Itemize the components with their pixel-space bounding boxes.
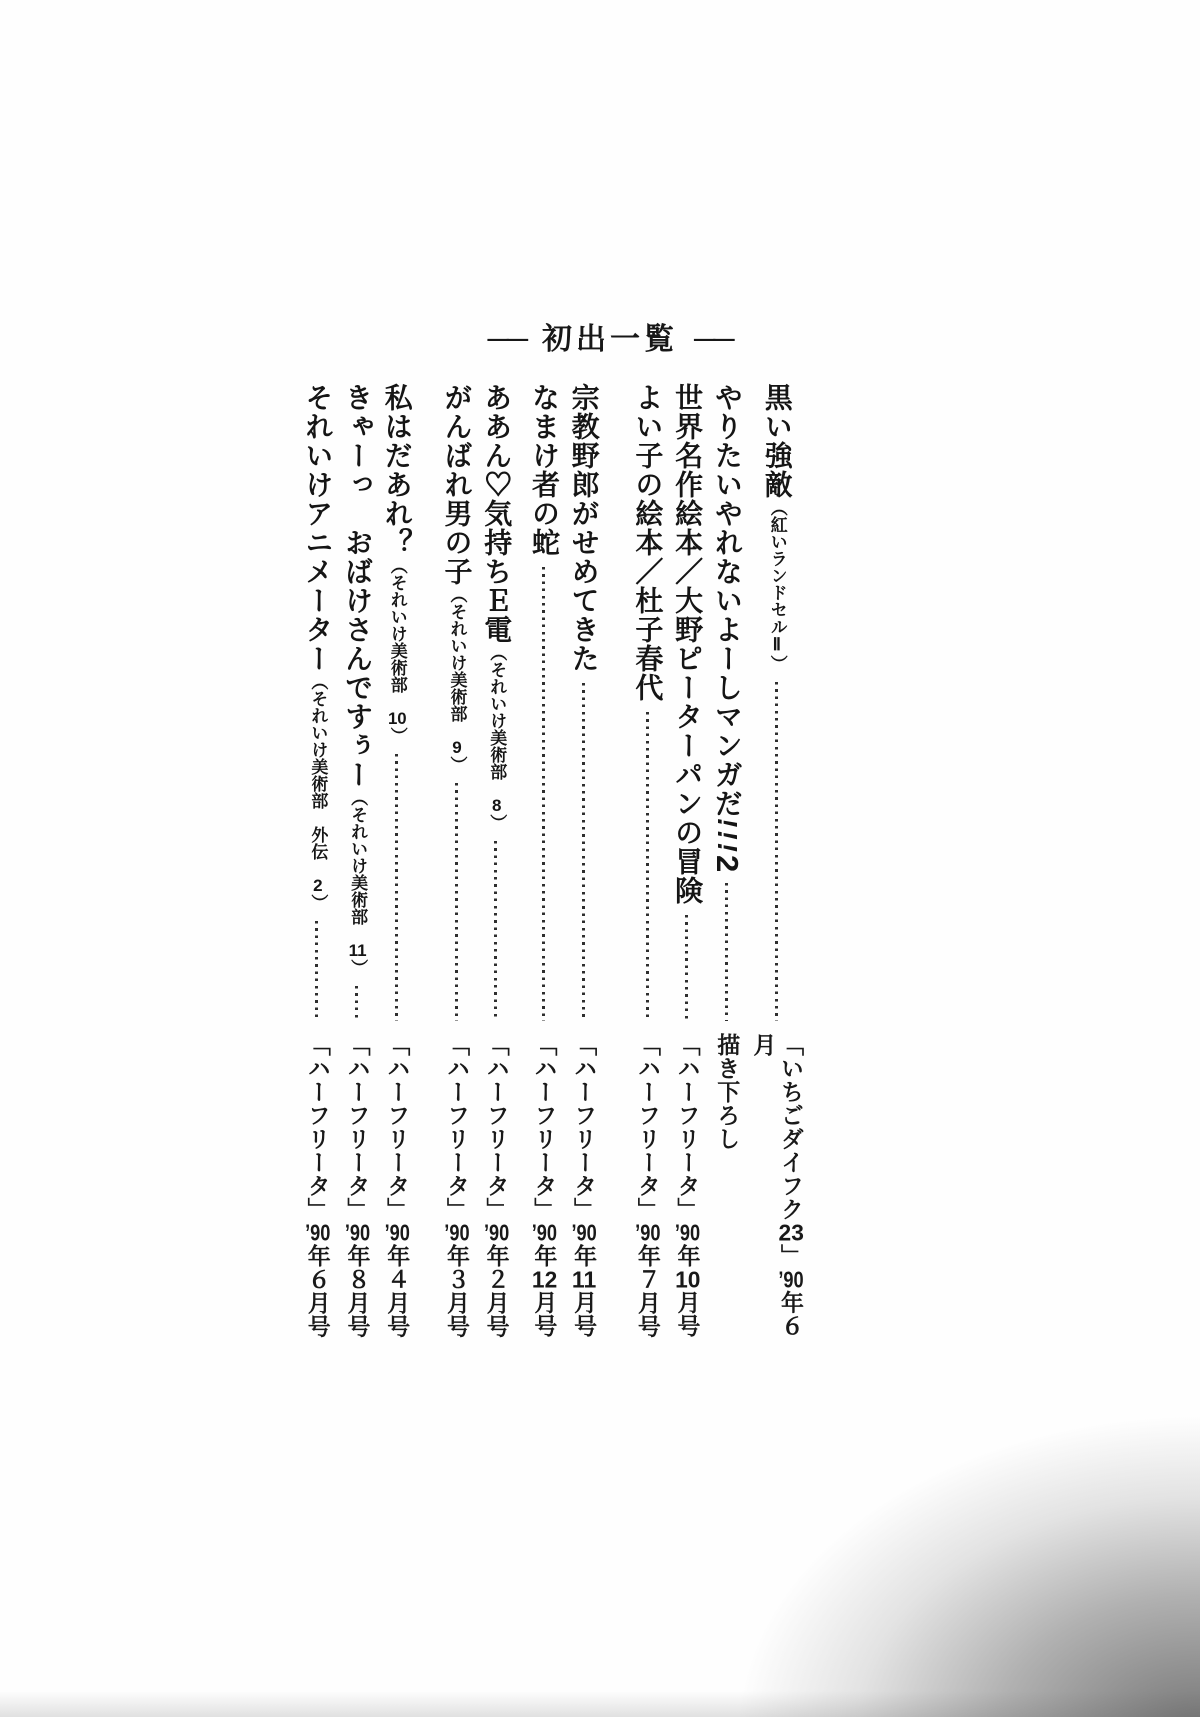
- entry-publication: [442, 1033, 470, 1345]
- pub-text: 「ハーフリータ」: [531, 1033, 558, 1221]
- entry-note: [768, 499, 787, 672]
- entry-title: [379, 383, 414, 744]
- entry-note-number: 9: [452, 739, 462, 756]
- entry-note: [348, 789, 367, 976]
- pub-number: ’90: [484, 1221, 510, 1244]
- pub-text: 年２月号: [483, 1244, 510, 1338]
- pub-number: ’90: [674, 1221, 701, 1244]
- pub-text: 「ハーフリータ」: [384, 1033, 411, 1221]
- entry-publication: [482, 1033, 510, 1345]
- pub-text: 年６月号: [304, 1244, 331, 1338]
- entry-column: [339, 383, 374, 1345]
- entry-note-close: ）: [308, 894, 328, 911]
- entry-title: [669, 383, 704, 905]
- dotted-leader: [646, 712, 649, 1021]
- pub-text: 「いちごダイフク: [778, 1033, 804, 1221]
- pub-text: 月号: [674, 1290, 701, 1338]
- entry-column: [566, 383, 601, 1345]
- entry-column: [526, 383, 561, 1345]
- entry-title: [339, 383, 374, 976]
- entry-title-text: 黒い強敵: [761, 383, 793, 499]
- pub-text: 「ハーフリータ」: [344, 1033, 371, 1221]
- entry-title-text: なまけ者の蛇: [528, 383, 560, 557]
- pub-number: 11: [571, 1267, 597, 1291]
- pub-text: 年８月号: [344, 1244, 371, 1338]
- pub-number: 10: [675, 1267, 701, 1291]
- pub-text: 年３月号: [443, 1244, 470, 1338]
- pub-number: ’90: [305, 1221, 331, 1244]
- pub-text: 「ハーフリータ」: [304, 1033, 331, 1221]
- entry-column: [709, 383, 744, 1345]
- dotted-leader: [725, 883, 728, 1021]
- dotted-leader: [315, 921, 318, 1021]
- entry-publication: [673, 1033, 701, 1345]
- dotted-leader: [542, 567, 545, 1021]
- pub-number: 12: [531, 1267, 558, 1291]
- entry-title-text: よい子の絵本／杜子春代: [632, 383, 664, 702]
- pub-text: 「ハーフリータ」: [443, 1033, 470, 1221]
- pub-text: 年: [674, 1244, 701, 1268]
- pub-text: 年７月号: [634, 1244, 661, 1338]
- entry-title-text: それいけアニメーター: [302, 383, 334, 673]
- entry-title-text: ああん♡気持ちＥ電: [481, 383, 513, 644]
- pub-text: 描き下ろし: [714, 1033, 741, 1151]
- entry-title: [709, 383, 744, 873]
- pub-text: 「ハーフリータ」: [483, 1033, 510, 1221]
- entry-title: [566, 383, 601, 673]
- entry-note-number: 11: [348, 942, 367, 959]
- entry-publication: [343, 1033, 371, 1345]
- entry-publication: [749, 1033, 804, 1345]
- dotted-leader: [582, 683, 585, 1021]
- pub-text: 」: [778, 1244, 804, 1268]
- entry-note: [388, 557, 407, 744]
- pub-text: 月号: [531, 1290, 558, 1338]
- entry-note-number: 2: [313, 877, 323, 894]
- entry-title: [300, 383, 335, 911]
- entry-note-text: （それいけ美術部: [447, 586, 467, 739]
- entry-column: [669, 383, 704, 1345]
- dotted-leader: [685, 915, 688, 1021]
- entry-column: [300, 383, 335, 1345]
- entry-title: [479, 383, 514, 831]
- entry-publication: [383, 1033, 411, 1345]
- pub-text: 年: [571, 1244, 598, 1268]
- entry-note-text: （紅いランドセルⅡ）: [767, 499, 787, 672]
- scan-shadow: [660, 1377, 1200, 1717]
- entry-column: [630, 383, 665, 1345]
- entry-note: [487, 644, 506, 831]
- dotted-leader: [775, 682, 778, 1021]
- entry-note: [308, 673, 327, 911]
- header-dash-right: ──: [694, 323, 733, 356]
- entry-note-text: （それいけ美術部: [487, 644, 507, 797]
- pub-text: 年６月: [750, 1033, 804, 1338]
- entry-title-text: がんばれ男の子: [441, 383, 473, 586]
- pub-number: ’90: [778, 1267, 804, 1291]
- entry-note-close: ）: [387, 727, 407, 744]
- entry-title: [759, 383, 794, 672]
- entry-note-text: （それいけ美術部: [348, 789, 368, 942]
- entry-note: [448, 586, 467, 773]
- dotted-leader: [395, 754, 398, 1021]
- entry-title-text: 私はだあれ？: [381, 383, 413, 557]
- entry-note-close: ）: [487, 814, 507, 831]
- pub-number: ’90: [531, 1221, 558, 1244]
- entry-title-text: きゃーっ おばけさんですぅー: [342, 383, 374, 789]
- entry-title-text: やりたいやれないよーしマンガだ: [711, 383, 743, 818]
- entry-column: [479, 383, 514, 1345]
- entry-title-emphasis: !!!: [711, 818, 743, 855]
- entry-column: [379, 383, 414, 1345]
- entry-title-text: 宗教野郎がせめてきた: [568, 383, 600, 673]
- page-title: 初出一覧: [542, 323, 678, 356]
- entry-publication: [713, 1033, 741, 1345]
- entry-note-number: 8: [491, 797, 502, 814]
- entry-title: [439, 383, 474, 773]
- dotted-leader: [455, 783, 458, 1021]
- pub-number: ’90: [444, 1221, 470, 1244]
- entry-note-close: ）: [447, 756, 467, 773]
- pub-number: ’90: [344, 1221, 371, 1244]
- entry-title: [526, 383, 561, 557]
- entry-publication: [633, 1033, 661, 1345]
- entry-title-number: 2: [709, 854, 745, 874]
- scan-edge-shadow: [0, 1691, 1200, 1717]
- header-dash-left: ──: [487, 323, 526, 356]
- entry-note-text: （それいけ美術部: [387, 557, 407, 710]
- entry-column: [749, 383, 804, 1345]
- entry-title: [630, 383, 665, 702]
- pub-text: 年: [531, 1244, 558, 1268]
- first-publication-list: [300, 383, 804, 1345]
- entry-publication: [530, 1033, 558, 1345]
- page-header: [0, 314, 1200, 358]
- entry-note-number: 10: [387, 710, 407, 727]
- pub-text: 月号: [571, 1290, 598, 1338]
- pub-text: 「ハーフリータ」: [674, 1033, 701, 1221]
- entry-publication: [303, 1033, 331, 1345]
- pub-text: 「ハーフリータ」: [634, 1033, 661, 1221]
- pub-number: ’90: [635, 1221, 661, 1244]
- pub-number: 23: [778, 1221, 804, 1244]
- entry-note-close: ）: [348, 959, 368, 976]
- pub-number: ’90: [384, 1221, 410, 1244]
- pub-text: 年４月号: [384, 1244, 411, 1338]
- dotted-leader: [494, 841, 497, 1021]
- entry-note-text: （それいけ美術部 外伝: [308, 673, 328, 877]
- dotted-leader: [355, 986, 358, 1021]
- pub-text: 「ハーフリータ」: [571, 1033, 598, 1221]
- entry-publication: [570, 1033, 598, 1345]
- entry-title-text: 世界名作絵本／大野ピーターパンの冒険: [672, 383, 704, 905]
- entry-column: [439, 383, 474, 1345]
- pub-number: ’90: [571, 1221, 597, 1244]
